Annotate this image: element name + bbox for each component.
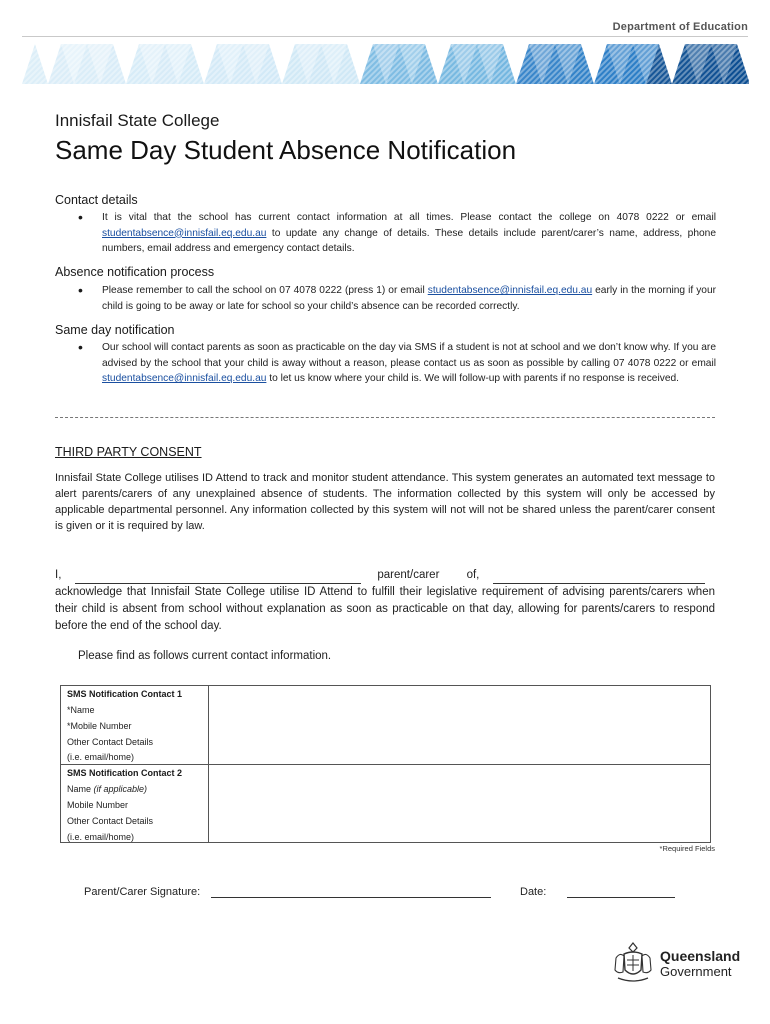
email-link[interactable]: studentabsence@innisfail.eq.edu.au bbox=[427, 285, 593, 296]
section-heading-same-day: Same day notification bbox=[55, 323, 175, 337]
acknowledgement-fill-line bbox=[55, 567, 715, 584]
contact1-mobile-label: *Mobile Number bbox=[67, 721, 132, 731]
contact1-heading: SMS Notification Contact 1 bbox=[67, 689, 183, 699]
bullet-icon: • bbox=[78, 209, 83, 225]
ack-parent-label: parent/carer of, bbox=[377, 569, 480, 581]
signature-label: Parent/Carer Signature: bbox=[84, 886, 201, 898]
dashed-separator bbox=[55, 417, 715, 418]
contact2-other-note: (i.e. email/home) bbox=[67, 832, 135, 842]
footer-subtitle: Government bbox=[660, 964, 732, 979]
section-text-absence-process: Please remember to call the school on 07 4078 0222 (press 1) or email studentabsence@innisfail.eq.edu.au early in the morning if your child is going to be away or late for school so your child’s absence can be recorded correctly. bbox=[102, 285, 717, 312]
contact2-other-label: Other Contact Details bbox=[67, 816, 154, 826]
banner-stripe-overlay bbox=[22, 44, 749, 84]
contact2-input-area[interactable] bbox=[210, 765, 710, 842]
header-rule bbox=[22, 36, 748, 37]
date-label: Date: bbox=[520, 886, 547, 898]
contact1-input-area[interactable] bbox=[210, 686, 710, 764]
required-fields-note: *Required Fields bbox=[659, 844, 715, 853]
section-heading-absence-process: Absence notification process bbox=[55, 265, 215, 279]
date-row bbox=[520, 886, 675, 898]
contact2-heading: SMS Notification Contact 2 bbox=[67, 768, 183, 778]
date-field[interactable] bbox=[567, 886, 675, 898]
document-title: Same Day Student Absence Notification bbox=[55, 135, 517, 165]
contact2-mobile-label: Mobile Number bbox=[67, 800, 129, 810]
section-text-contact-details: It is vital that the school has current contact information at all times. Please contact the college on 4078 0222 or email studentabsence@innisfail.eq.edu.au to update any change of details. These details include parent/carer’s name, address, phone numbers, email address and emergency contact details. bbox=[102, 212, 716, 254]
consent-heading: THIRD PARTY CONSENT bbox=[55, 445, 202, 459]
signature-row bbox=[84, 886, 491, 898]
acknowledgement bbox=[55, 567, 715, 635]
signature-field[interactable] bbox=[211, 886, 491, 898]
email-link[interactable]: studentabsence@innisfail.eq.edu.au bbox=[102, 227, 267, 239]
section-text-same-day: Our school will contact parents as soon as practicable on the day via SMS if a student is not at school and we don’t know why. If you are advised by the school that your child is away without a reason, please contact us as soon as possible by calling 07 4078 0222 or email studentabsence@innisfail.eq.edu.au to let us know where your child is. We will follow-up with parents if no response is received. bbox=[102, 342, 716, 384]
queensland-crest-icon bbox=[612, 940, 654, 984]
parent-name-field[interactable] bbox=[75, 572, 361, 584]
child-name-field[interactable] bbox=[493, 572, 705, 584]
contact1-other-label: Other Contact Details bbox=[67, 737, 154, 747]
contact1-other-note: (i.e. email/home) bbox=[67, 752, 135, 762]
footer-title: Queensland bbox=[660, 948, 741, 964]
bullet-icon: • bbox=[78, 282, 83, 298]
department-name: Department of Education bbox=[612, 21, 748, 33]
contact1-name-label: *Name bbox=[67, 705, 95, 715]
section-heading-contact-details: Contact details bbox=[55, 193, 138, 207]
header-banner bbox=[22, 44, 749, 84]
ack-text: acknowledge that Innisfail State College utilise ID Attend to fulfill their legislative requirement of advising parents/carers when their child is absent from school without explanation as soon as practicable on that day, allowing for parents/carers to respond before the end of the school day. bbox=[55, 586, 715, 632]
contact2-name-label: Name (if applicable) bbox=[67, 784, 148, 794]
bullet-icon: • bbox=[78, 339, 83, 355]
contact2-name-note: (if applicable) bbox=[93, 784, 148, 794]
contact-intro: Please find as follows current contact information. bbox=[78, 650, 332, 662]
contact-table bbox=[60, 685, 711, 843]
email-link[interactable]: studentabsence@innisfail.eq.edu.au bbox=[102, 373, 267, 384]
consent-paragraph: Innisfail State College utilises ID Attend to track and monitor student attendance. This system generates an automated text message to alert parents/carers of any unexplained absence of students. The information collected by this system will only be accessed by applicable departmental personnel. Any information collected by this system will not will not be shared unless the parent/carer consent is given or it is required by law. bbox=[55, 472, 715, 532]
school-name: Innisfail State College bbox=[55, 111, 220, 130]
ack-i-label: I, bbox=[55, 569, 62, 581]
contact-labels-column bbox=[61, 686, 209, 842]
